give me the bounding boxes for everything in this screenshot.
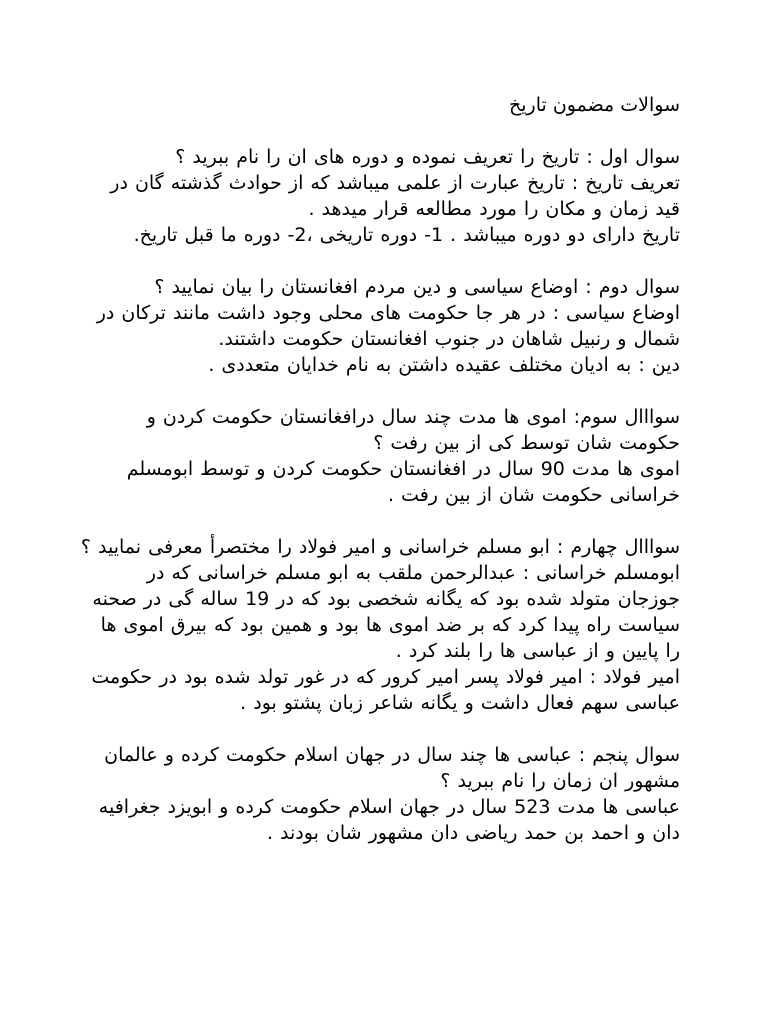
document-body [80,92,680,846]
question-1: سوال اول : تاریخ را تعریف نموده و دوره های ان را نام ببرید ؟ [175,146,680,168]
answer-4-1: ابومسلم خراسانی : عبدالرحمن ملقب به ابو مسلم خراسانی که در جوزجان متولد شده بود که یگانه شخصی بود که در 19 ساله گی در صحنه سیاست راه پیدا کرد که بر ضد اموی ها بود و همین بود که بیرق اموی ها را پایین و از عباسی ها را بلند کرد . [92,562,680,662]
question-section-1 [80,144,680,248]
question-3: سوااال سوم: اموی ها مدت چند سال درافغانستان حکومت کردن و حکومت شان توسط کی از بین رفت ؟ [146,406,680,454]
answer-3-1: اموی ها مدت 90 سال در افغانستان حکومت کردن و توسط ابومسلم خراسانی حکومت شان از بین رفت . [126,458,680,506]
question-section-2 [80,274,680,378]
answer-4-2: امیر فولاد : امیر فولاد پسر امیر کرور که در غور تولد شده بود در حکومت عباسی سهم فعال داشت و یگانه شاعر زبان پشتو بود . [91,666,680,714]
answer-1-1: تعریف تاریخ : تاریخ عبارت از علمی میباشد که از حوادث گذشته گان در قید زمان و مکان را مورد مطالعه قرار میدهد . [110,172,680,220]
document-title: سوالات مضمون تاریخ [508,94,680,116]
answer-2-1: اوضاع سیاسی : در هر جا حکومت های محلی وجود داشت مانند ترکان در شمال و رنبیل شاهان در جنوب افغانستان حکومت داشتند. [96,302,680,350]
question-section-5 [80,742,680,846]
question-2: سوال دوم : اوضاع سیاسی و دین مردم افغانستان را بیان نمایید ؟ [154,276,680,298]
answer-1-2: تاریخ دارای دو دوره میباشد . 1- دوره تاریخی ،2- دوره ما قبل تاریخ. [133,224,680,246]
question-4: سوااال چهارم : ابو مسلم خراسانی و امیر فولاد را مختصرأ معرفی نمایید ؟ [80,536,680,558]
question-section-3 [80,404,680,508]
answer-2-2: دین : به ادیان مختلف عقیده داشتن به نام خدایان متعددی . [208,354,680,376]
question-5: سوال پنجم : عباسی ها چند سال در جهان اسلام حکومت کرده و عالمان مشهور ان زمان را نام ببرید ؟ [104,744,680,792]
answer-5-1: عباسی ها مدت 523 سال در جهان اسلام حکومت کرده و ابویزد جغرافیه دان و احمد بن حمد ریاضی دان مشهور شان بودند . [98,796,680,844]
question-section-4 [80,534,680,716]
